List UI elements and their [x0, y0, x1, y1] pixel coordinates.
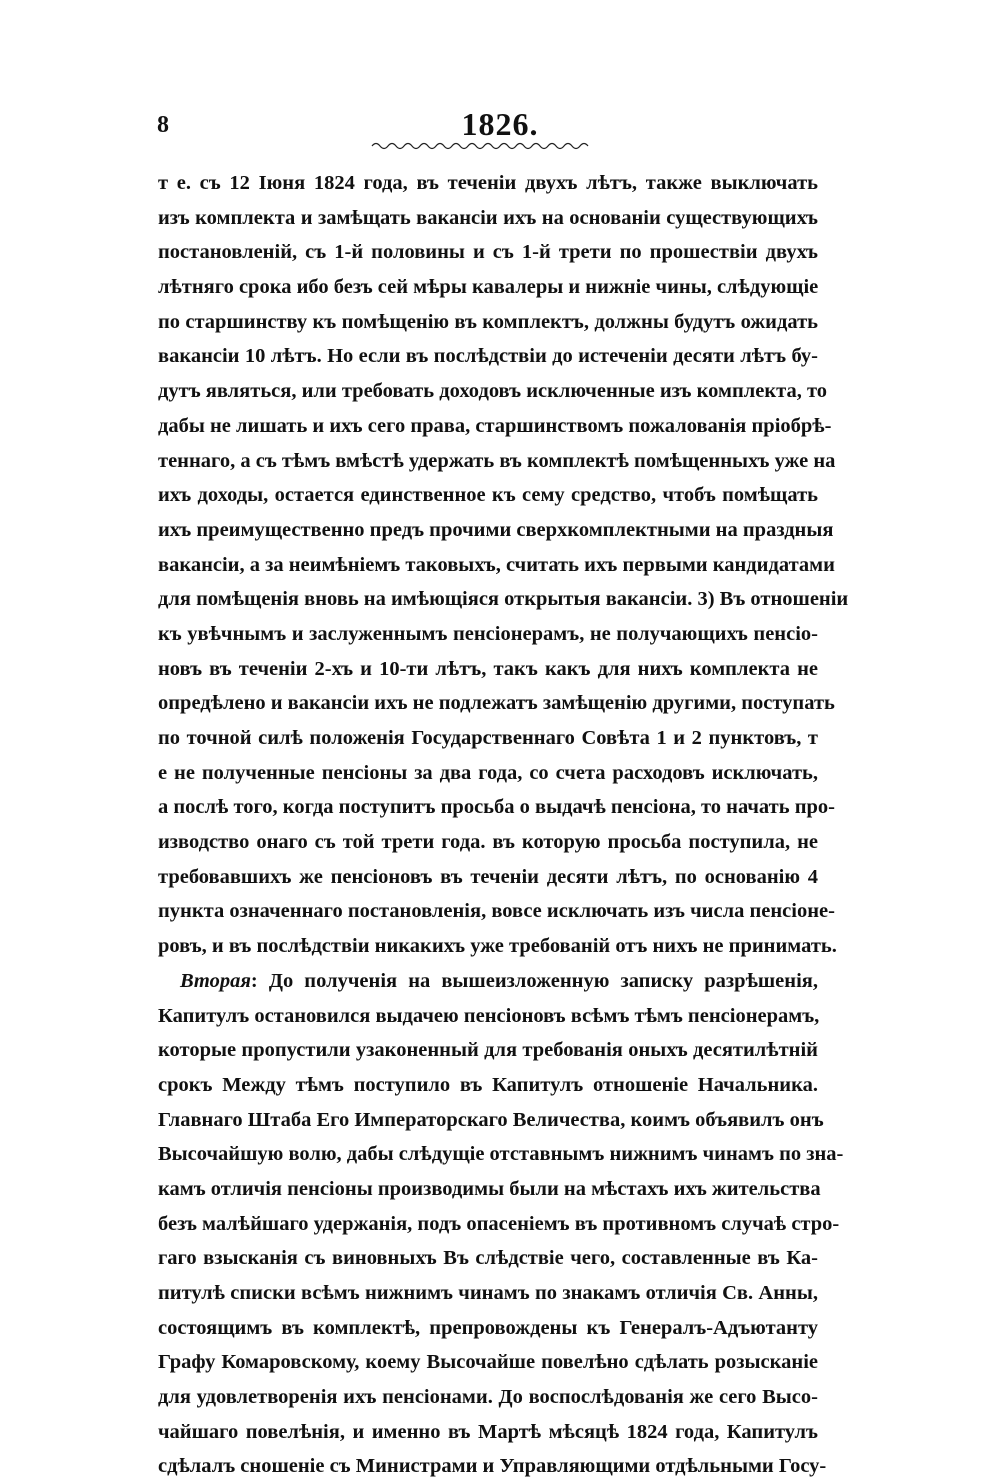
text-line: къ увѣчнымъ и заслуженнымъ пенсіонерамъ, не получающихъ пенсіо-: [158, 622, 818, 645]
decorative-rule: [370, 140, 595, 152]
paragraph-2: [158, 964, 844, 1484]
text-line: изъ комплекта и замѣщать вакансіи ихъ на основаніи существующихъ: [158, 206, 818, 229]
text-line: питулѣ списки всѣмъ нижнимъ чинамъ по знакамъ отличія Св. Анны,: [158, 1282, 818, 1304]
paragraph-lead-word: Вторая: [180, 969, 251, 992]
text-line: Высочайшую волю, дабы слѣдущіе отставнымъ нижнимъ чинамъ по зна-: [158, 1143, 844, 1166]
text-line: [158, 964, 818, 999]
text-line: новъ въ теченіи 2-хъ и 10-ти лѣтъ, такъ какъ для нихъ комплекта не: [158, 657, 818, 680]
paragraph-1: [158, 166, 849, 964]
text-line: постановленій, съ 1-й половины и съ 1-й трети по прошествіи двухъ: [158, 241, 818, 264]
text-line: срокъ Между тѣмъ поступило въ Капитулъ отношеніе Начальника.: [158, 1073, 818, 1096]
text-line: Капитулъ остановился выдачею пенсіоновъ всѣмъ тѣмъ пенсіонерамъ,: [158, 1004, 820, 1027]
text-line: е не полученные пенсіоны за два года, со счета расходовъ исключать,: [158, 761, 818, 784]
text-line: Главнаго Штаба Его Императорскаго Величества, коимъ объявилъ онъ: [158, 1108, 824, 1131]
page-body: [158, 166, 849, 1484]
text-line: требовавшихъ же пенсіоновъ въ теченіи десяти лѣтъ, по основанію 4: [158, 865, 818, 888]
text-line: чайшаго повелѣнія, и именно въ Мартѣ мѣсяцѣ 1824 года, Капитулъ: [158, 1420, 818, 1443]
text-line: дабы не лишать и ихъ сего права, старшинствомъ пожалованія пріобрѣ-: [158, 414, 832, 437]
text-line: гаго взысканія съ виновныхъ Въ слѣдствіе чего, составленные въ Ка-: [158, 1247, 818, 1270]
text-line: по старшинству къ помѣщенію въ комплектъ, должны будутъ ожидать: [158, 310, 818, 333]
text-line: для помѣщенія вновь на имѣющіяся открытыя вакансіи. 3) Въ отношеніи: [158, 588, 849, 611]
text-line: состоящимъ въ комплектѣ, препровождены къ Генералъ-Адъютанту: [158, 1316, 818, 1339]
page-number: 8: [157, 112, 169, 138]
text-line: вакансіи 10 лѣтъ. Но если въ послѣдствіи до истеченіи десяти лѣтъ бу-: [158, 345, 818, 368]
text-line: дутъ являться, или требовать доходовъ исключенные изъ комплекта, то: [158, 380, 828, 403]
text-line: ихъ преимущественно предъ прочими сверхкомплектными на праздныя: [158, 518, 834, 541]
text-line: для удовлетворенія ихъ пенсіонами. До воспослѣдованія же сего Высо-: [158, 1386, 818, 1409]
text-line: т е. съ 12 Іюня 1824 года, въ теченіи двухъ лѣтъ, также выключать: [158, 172, 818, 194]
text-line: ровъ, и въ послѣдствіи никакихъ уже требованій отъ нихъ не принимать.: [158, 935, 837, 958]
text-line: Графу Комаровскому, коему Высочайше повелѣно сдѣлать розысканіе: [158, 1351, 818, 1374]
text-line: теннаго, а съ тѣмъ вмѣстѣ удержать въ комплектѣ помѣщенныхъ уже на: [158, 449, 836, 472]
text-line: безъ малѣйшаго удержанія, подъ опасеніемъ въ противномъ случаѣ стро-: [158, 1212, 840, 1235]
text-line: вакансіи, а за неимѣніемъ таковыхъ, считать ихъ первыми кандидатами: [158, 553, 835, 576]
text-line: пункта означеннаго постановленія, вовсе исключать изъ числа пенсіоне-: [158, 900, 835, 923]
text-line: изводство онаго съ той трети года. въ которую просьба поступила, не: [158, 831, 818, 854]
text-line: а послѣ того, когда поступитъ просьба о выдачѣ пенсіона, то начать про-: [158, 796, 835, 819]
text-line: которые пропустили узаконенный для требованія оныхъ десятилѣтній: [158, 1039, 818, 1062]
text-line: по точной силѣ положенія Государственнаго Совѣта 1 и 2 пунктовъ, т: [158, 727, 818, 749]
text-line: камъ отличія пенсіоны производимы были на мѣстахъ ихъ жительства: [158, 1177, 821, 1200]
text-line-rest: : До полученія на вышеизложенную записку разрѣшенія,: [250, 969, 818, 992]
text-line: сдѣлалъ сношеніе съ Министрами и Управляющими отдѣльными Госу-: [158, 1455, 827, 1478]
text-line: лѣтняго срока ибо безъ сей мѣры кавалеры и нижніе чины, слѣдующіе: [158, 276, 819, 299]
text-line: ихъ доходы, остается единственное къ сему средство, чтобъ помѣщать: [158, 484, 818, 507]
text-line: опредѣлено и вакансіи ихъ не подлежатъ замѣщенію другими, поступать: [158, 692, 835, 715]
page-heading-year: 1826.: [461, 106, 539, 142]
